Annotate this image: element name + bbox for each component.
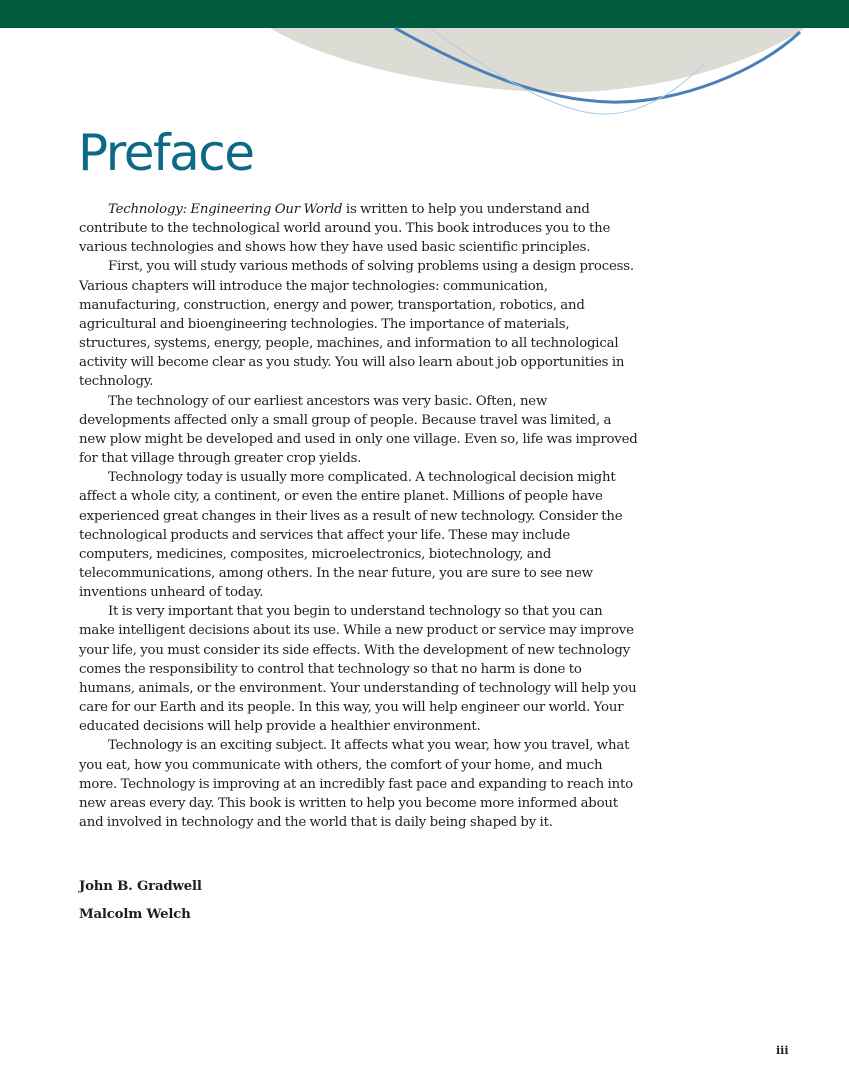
paragraph-text: is written to help you understand and contribute to the technological world around you. This book introduces you to the various technologies and shows how they have used basic scientific principles.: [79, 202, 611, 256]
paragraph: [79, 200, 641, 257]
book-title: Technology: Engineering Our World: [108, 202, 343, 217]
paragraph: Technology today is usually more complicated. A technological decision might affect a whole city, a continent, or even the entire planet. Millions of people have experienced great changes in their lives as a result of new technology. Consider the technological products and services that affect your life. These may include computers, medicines, composites, microelectronics, biotechnology, and telecommunications, among others. In the near future, you are sure to see new inventions unheard of today.: [79, 470, 623, 601]
paragraph: The technology of our earliest ancestors was very basic. Often, new developments affected only a small group of people. Because travel was limited, a new plow might be developed and used in only one village. Even so, life was improved for that village through greater crop yields.: [79, 393, 638, 467]
author-name: John B. Gradwell: [79, 879, 202, 894]
page-number: iii: [776, 1044, 789, 1057]
paragraph: First, you will study various methods of solving problems using a design process. Various chapters will introduce the major technologies: communication, manufacturing, construction, energy and power, transportation, robotics, and agricultural and bioengineering technologies. The importance of materials, structures, systems, energy, people, machines, and information to all technological activity will become clear as you study. You will also learn about job opportunities in technology.: [79, 259, 634, 390]
preface-body: [79, 200, 641, 832]
author-list: [79, 877, 202, 933]
page-title: Preface: [78, 124, 254, 182]
paragraph: It is very important that you begin to understand technology so that you can make intelligent decisions about its use. While a new product or service may improve your life, you must consider its side effects. With the development of new technology comes the responsibility to control that technology so that no harm is done to humans, animals, or the environment. Your understanding of technology will help you care for our Earth and its people. In this way, you will help engineer our world. Your educated decisions will help provide a healthier environment.: [79, 604, 637, 735]
header-swoosh-graphic: [0, 0, 849, 130]
author-name: Malcolm Welch: [79, 907, 191, 922]
paragraph: Technology is an exciting subject. It affects what you wear, how you travel, what you eat, how you communicate with others, the comfort of your home, and much more. Technology is improving at an incredibly fast pace and expanding to reach into new areas every day. This book is written to help you become more informed about and involved in technology and the world that is daily being shaped by it.: [79, 738, 633, 830]
swoosh-gray-band: [270, 28, 805, 92]
